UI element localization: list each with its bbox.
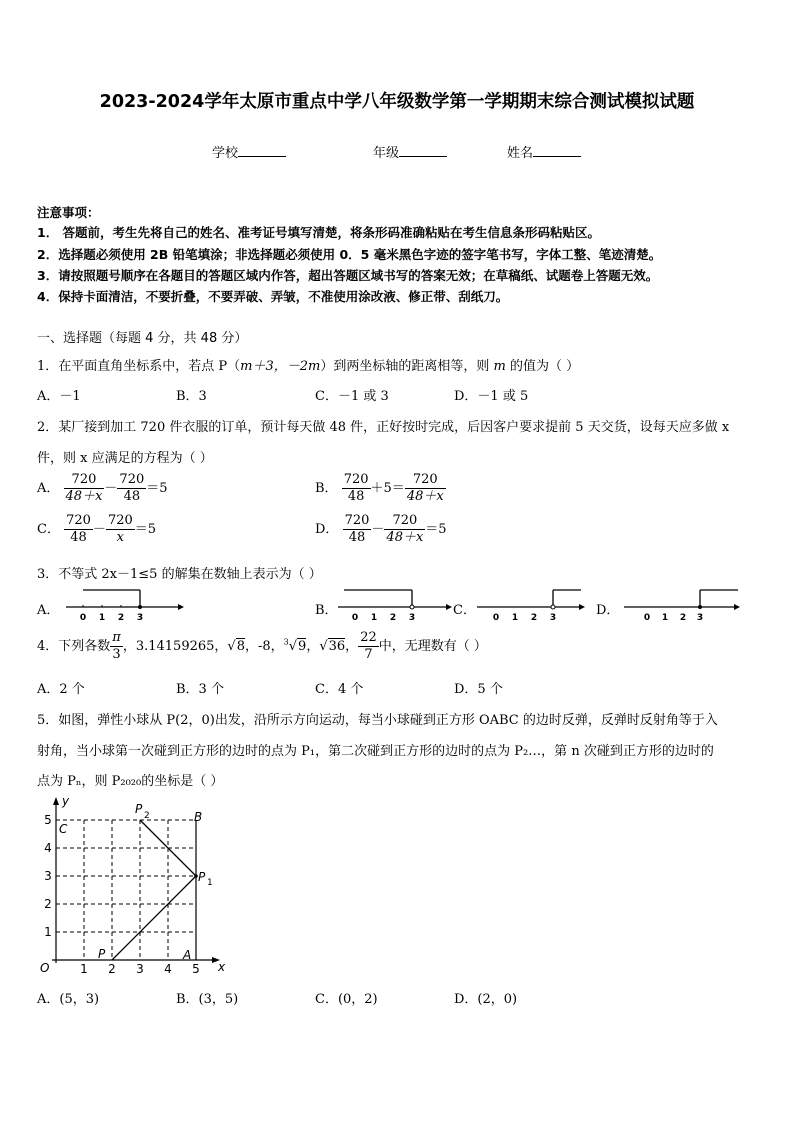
q3-number-line-a[interactable] [60,585,185,625]
fraction [343,513,372,546]
q3-option-d-label[interactable]: D． [596,603,620,618]
q4-text: ，3.14159265， [122,639,228,654]
numerator: π [112,630,121,645]
tick-label: 1 [98,613,106,623]
q2-option-c[interactable] [37,513,156,546]
sqrt-8: 8 [236,639,245,654]
notice-item: 4．保持卡面清洁，不要折叠，不要弄破、弄皱，不准使用涂改液、修正带、刮纸刀。 [37,289,509,304]
point-p-label: P [98,947,106,961]
q5-option-d[interactable]: D．(2，0) [454,992,518,1007]
p1-subscript: 1 [207,878,213,888]
y-axis-label: y [62,795,70,808]
operator: ＝5 [425,522,447,537]
p2-subscript: 2 [144,811,150,821]
fraction-pi-3 [110,630,123,663]
fraction [384,513,425,546]
q2-option-b[interactable] [315,472,446,505]
numerator: 720 [344,513,370,528]
denominator: 48＋x [65,489,103,504]
name-blank [533,144,581,157]
question-5-line1: 5．如图，弹性小球从 P(2，0)出发，沿所示方向运动，每当小球碰到正方形 OABC 的边时反弹，反弹时反射角等于入 [37,713,718,728]
point-a-label: A [183,948,192,962]
grade-blank [399,144,447,157]
school-blank [238,144,286,157]
numerator: 720 [64,472,105,489]
notice-item: 1． 答题前，考生先将自己的姓名、准考证号填写清楚，将条形码准确粘贴在考生信息条形码粘贴区。 [37,225,601,240]
q3-option-b-label[interactable]: B． [315,603,338,618]
x-tick: 1 [80,962,88,976]
denominator: 48 [123,489,141,504]
question-5-line3: 点为 Pₙ，则 P₂₀₂₀的坐标是（ ） [37,774,224,789]
notice-item: 3．请按照题号顺序在各题目的答题区域内作答，超出答题区域书写的答案无效；在草稿纸、试题卷上答题无效。 [37,268,659,283]
denominator: 3 [112,647,121,662]
q1-text: 1．在平面直角坐标系中，若点 P（ [37,359,241,374]
tick-label: 0 [492,613,500,623]
q3-option-c-label[interactable]: C． [453,603,476,618]
q5-option-a[interactable]: A．(5，3) [37,992,100,1007]
sqrt-36: 36 [328,639,346,654]
y-tick: 5 [44,813,52,827]
y-tick: 3 [44,869,52,883]
denominator: 48 [70,530,87,545]
y-tick: 2 [44,897,52,911]
q1-option-a[interactable]: A．－1 [37,389,81,404]
origin-label: O [40,961,50,975]
option-label: C． [37,522,60,537]
name-label: 姓名 [507,146,534,161]
q2-option-a[interactable] [37,472,168,505]
point-c-label: C [59,822,68,836]
point-b-label: B [194,810,203,824]
q1-text: ）到两坐标轴的距离相等，则 [320,359,494,374]
numerator: 720 [66,513,91,528]
fraction [64,513,93,546]
q4-text: 4．下列各数 [37,639,111,654]
operator: ＋5＝ [370,481,405,496]
denominator: 7 [364,647,373,662]
tick-label: 0 [79,613,87,623]
page-title: 2023-2024学年太原市重点中学八年级数学第一学期期末综合测试模拟试题 [99,92,695,112]
q1-option-d[interactable]: D．－1 或 5 [454,389,529,404]
option-label: A． [37,481,60,496]
fraction [117,472,146,505]
cbrt-9: 9 [298,639,307,654]
q3-number-line-d[interactable] [620,585,742,625]
q1-expr: m＋3，－2m [240,359,321,374]
q4-option-c[interactable]: C．4 个 [315,682,364,697]
tick-label: 3 [136,613,144,623]
question-2-line2: 件，则 x 应满足的方程为（ ） [37,451,213,466]
q1-var: m [493,359,506,374]
point-p1-label: P [198,870,206,884]
numerator: 720 [119,472,145,487]
x-tick: 3 [136,962,144,976]
tick-label: 2 [679,613,687,623]
tick-label: 3 [696,613,704,623]
option-label: B． [315,481,338,496]
denominator: 48 [347,489,365,504]
q4-text: ，-8， [244,639,284,654]
question-3-stem: 3．不等式 2x－1≤5 的解集在数轴上表示为（ ） [37,567,322,582]
tick-label: 2 [117,613,125,623]
q3-number-line-b[interactable] [332,585,454,625]
notice-item: 2．选择题必须使用 2B 铅笔填涂；非选择题必须使用 0．5 毫米黑色字迹的签字笔书写，字体工整、笔迹清楚。 [37,247,662,262]
tick-label: 3 [549,613,557,623]
tick-label: 3 [408,613,416,623]
fraction [106,513,135,546]
tick-label: 2 [530,613,538,623]
operator: － [104,481,118,496]
numerator: 720 [107,513,133,528]
q4-text: 中，无理数有（ ） [378,639,487,654]
question-4-stem: 4．下列各数 $\frac{\pi}{3}$ ，3.14159265，√8，-8，$^3$√9，√36， $\frac{22}{7}$ 中，无理数有（ ） [37,630,487,662]
q5-option-b[interactable]: B．(3，5) [176,992,239,1007]
x-tick: 2 [108,962,116,976]
q1-text: 的值为（ ） [505,359,580,374]
q3-number-line-c[interactable] [473,585,587,625]
grade-label: 年级 [373,146,400,161]
school-field [212,142,286,161]
fraction [342,472,371,505]
numerator: 720 [384,513,425,530]
denominator: x [116,530,125,545]
tick-label: 1 [511,613,519,623]
question-1-stem [37,355,579,374]
denominator: 48＋x [406,489,444,504]
question-5-line2: 射角，当小球第一次碰到正方形的边时的点为 P₁，第二次碰到正方形的边时的点为 P₂…，第 n 次碰到正方形的边时的 [37,744,714,759]
point-p2-label: P [135,802,143,816]
fraction-22-7 [358,630,379,663]
tick-label: 2 [389,613,397,623]
denominator: 48 [348,530,366,545]
q4-option-d[interactable]: D．5 个 [454,682,503,697]
numerator: 720 [405,472,446,489]
notice-heading: 注意事项： [37,205,100,220]
q1-option-c[interactable]: C．－1 或 3 [315,389,389,404]
y-tick: 1 [44,925,52,939]
x-tick: 4 [164,962,172,976]
operator: ＝5 [146,481,168,496]
operator: － [92,522,106,537]
question-2-line1: 2．某厂接到加工 720 件衣服的订单，预计每天做 48 件，正好按时完成，后因客户要求提前 5 天交货，设每天应多做 x [37,420,730,435]
y-tick: 4 [44,841,52,855]
x-tick: 5 [192,962,200,976]
school-label: 学校 [212,146,239,161]
q4-option-a[interactable]: A．2 个 [37,682,85,697]
option-label: D． [315,522,339,537]
denominator: 48＋x [386,530,424,545]
operator: － [371,522,385,537]
tick-label: 0 [643,613,651,623]
q2-option-d[interactable] [315,513,447,546]
fraction [405,472,446,505]
x-axis-label: x [218,960,226,974]
q5-coordinate-figure [36,795,236,980]
tick-label: 1 [661,613,669,623]
q3-option-a-label[interactable]: A． [37,603,60,618]
tick-label: 1 [370,613,378,623]
operator: ＝5 [134,522,157,537]
fraction [64,472,105,505]
name-field [507,142,581,161]
numerator: 22 [360,630,377,645]
tick-label: 0 [351,613,359,623]
q1-option-b[interactable]: B．3 [176,389,207,404]
q4-option-b[interactable]: B．3 个 [176,682,224,697]
numerator: 720 [343,472,369,487]
section-heading: 一、选择题（每题 4 分，共 48 分） [37,331,248,346]
q5-option-c[interactable]: C．(0，2) [315,992,378,1007]
grade-field [373,142,447,161]
